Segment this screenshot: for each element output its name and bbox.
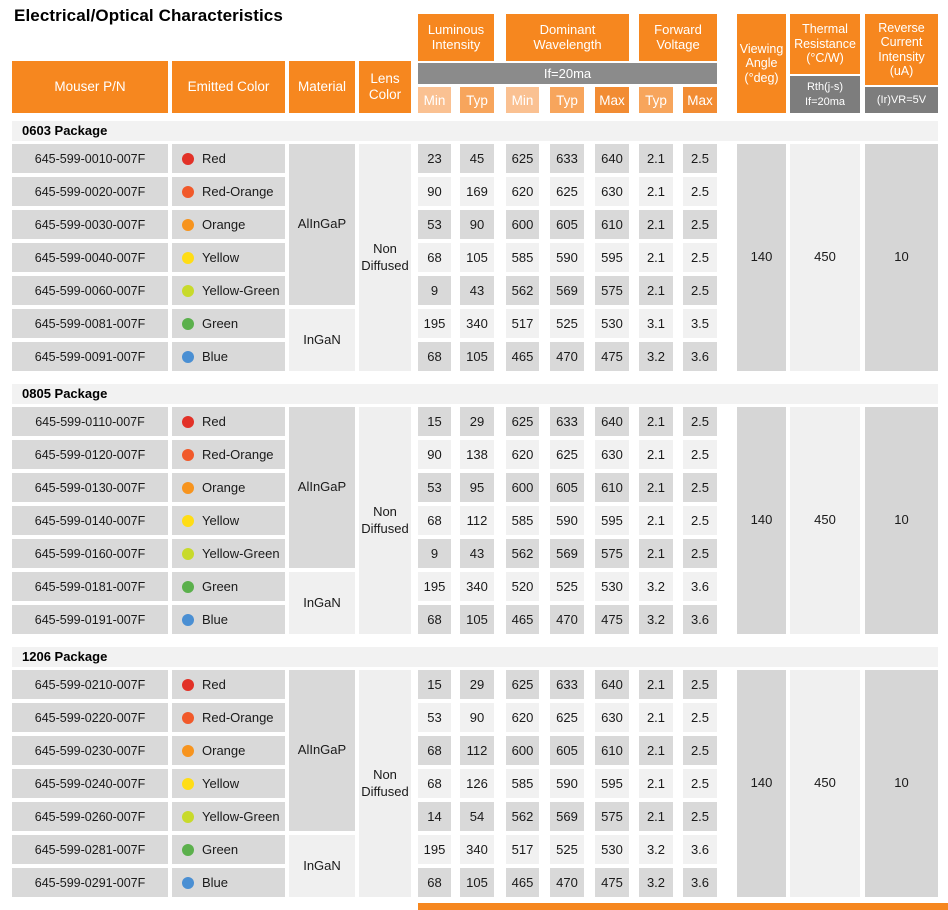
value-cell: 68 xyxy=(418,868,451,897)
subcol-dw-typ: Typ xyxy=(550,87,584,113)
thermal-resistance-cell: 450 xyxy=(790,670,860,897)
value-cell: 625 xyxy=(506,144,539,173)
color-dot-icon xyxy=(182,679,194,691)
value-cell: 625 xyxy=(550,703,584,732)
value-cell: 2.5 xyxy=(683,506,717,535)
subcol-li-min: Min xyxy=(418,87,451,113)
color-dot-icon xyxy=(182,153,194,165)
part-number-cell: 645-599-0220-007F xyxy=(12,703,168,732)
color-dot-icon xyxy=(182,219,194,231)
value-cell: 2.5 xyxy=(683,177,717,206)
value-cell: 590 xyxy=(550,769,584,798)
color-dot-icon xyxy=(182,186,194,198)
subcol-fv-max: Max xyxy=(683,87,717,113)
value-cell: 68 xyxy=(418,506,451,535)
value-cell: 29 xyxy=(460,670,494,699)
reverse-current-cell: 10 xyxy=(865,407,938,634)
value-cell: 2.5 xyxy=(683,243,717,272)
value-cell: 475 xyxy=(595,605,629,634)
emitted-color-label: Blue xyxy=(202,875,229,890)
value-cell: 595 xyxy=(595,243,629,272)
value-cell: 595 xyxy=(595,769,629,798)
value-cell: 340 xyxy=(460,835,494,864)
value-cell: 600 xyxy=(506,736,539,765)
value-cell: 2.1 xyxy=(639,440,673,469)
value-cell: 2.5 xyxy=(683,210,717,239)
value-cell: 68 xyxy=(418,736,451,765)
value-cell: 620 xyxy=(506,703,539,732)
reverse-current-cell: 10 xyxy=(865,144,938,371)
value-cell: 3.2 xyxy=(639,572,673,601)
value-cell: 585 xyxy=(506,769,539,798)
emitted-color-label: Red-Orange xyxy=(202,184,274,199)
value-cell: 23 xyxy=(418,144,451,173)
subcol-dw-max: Max xyxy=(595,87,629,113)
value-cell: 630 xyxy=(595,703,629,732)
value-cell: 3.2 xyxy=(639,835,673,864)
value-cell: 3.6 xyxy=(683,605,717,634)
emitted-color-label: Yellow-Green xyxy=(202,546,280,561)
value-cell: 2.1 xyxy=(639,769,673,798)
value-cell: 610 xyxy=(595,736,629,765)
value-cell: 465 xyxy=(506,342,539,371)
part-number-cell: 645-599-0110-007F xyxy=(12,407,168,436)
part-number-cell: 645-599-0291-007F xyxy=(12,868,168,897)
value-cell: 525 xyxy=(550,572,584,601)
color-dot-icon xyxy=(182,811,194,823)
value-cell: 530 xyxy=(595,572,629,601)
value-cell: 2.1 xyxy=(639,736,673,765)
value-cell: 2.5 xyxy=(683,407,717,436)
emitted-color-cell xyxy=(172,177,285,206)
value-cell: 562 xyxy=(506,276,539,305)
value-cell: 2.1 xyxy=(639,802,673,831)
value-cell: 575 xyxy=(595,539,629,568)
value-cell: 9 xyxy=(418,276,451,305)
value-cell: 530 xyxy=(595,835,629,864)
value-cell: 90 xyxy=(460,210,494,239)
emitted-color-label: Yellow xyxy=(202,513,240,528)
value-cell: 195 xyxy=(418,309,451,338)
emitted-color-cell xyxy=(172,736,285,765)
color-dot-icon xyxy=(182,449,194,461)
value-cell: 640 xyxy=(595,670,629,699)
reverse-current-condition: (Ir)VR=5V xyxy=(865,87,938,113)
col-header-lens-color: Lens Color xyxy=(359,61,411,113)
color-dot-icon xyxy=(182,745,194,757)
subcol-li-typ: Typ xyxy=(460,87,494,113)
value-cell: 3.6 xyxy=(683,835,717,864)
value-cell: 90 xyxy=(418,440,451,469)
part-number-cell: 645-599-0140-007F xyxy=(12,506,168,535)
value-cell: 112 xyxy=(460,506,494,535)
value-cell: 470 xyxy=(550,605,584,634)
emitted-color-cell xyxy=(172,309,285,338)
emitted-color-cell xyxy=(172,605,285,634)
emitted-color-cell xyxy=(172,539,285,568)
value-cell: 630 xyxy=(595,440,629,469)
next-table-edge-strip xyxy=(418,903,948,910)
value-cell: 2.1 xyxy=(639,243,673,272)
emitted-color-cell xyxy=(172,703,285,732)
color-dot-icon xyxy=(182,252,194,264)
value-cell: 575 xyxy=(595,276,629,305)
reverse-current-cell: 10 xyxy=(865,670,938,897)
value-cell: 2.5 xyxy=(683,276,717,305)
part-number-cell: 645-599-0191-007F xyxy=(12,605,168,634)
value-cell: 95 xyxy=(460,473,494,502)
value-cell: 126 xyxy=(460,769,494,798)
value-cell: 2.1 xyxy=(639,276,673,305)
part-number-cell: 645-599-0040-007F xyxy=(12,243,168,272)
color-dot-icon xyxy=(182,581,194,593)
part-number-cell: 645-599-0210-007F xyxy=(12,670,168,699)
value-cell: 53 xyxy=(418,473,451,502)
value-cell: 630 xyxy=(595,177,629,206)
value-cell: 600 xyxy=(506,210,539,239)
color-dot-icon xyxy=(182,844,194,856)
emitted-color-label: Orange xyxy=(202,743,246,758)
value-cell: 340 xyxy=(460,572,494,601)
value-cell: 90 xyxy=(418,177,451,206)
value-cell: 640 xyxy=(595,407,629,436)
value-cell: 610 xyxy=(595,473,629,502)
value-cell: 517 xyxy=(506,309,539,338)
subcol-fv-typ: Typ xyxy=(639,87,673,113)
color-dot-icon xyxy=(182,515,194,527)
value-cell: 2.5 xyxy=(683,473,717,502)
emitted-color-cell xyxy=(172,144,285,173)
emitted-color-cell xyxy=(172,440,285,469)
thermal-resistance-cell: 450 xyxy=(790,407,860,634)
part-number-cell: 645-599-0060-007F xyxy=(12,276,168,305)
part-number-cell: 645-599-0281-007F xyxy=(12,835,168,864)
value-cell: 620 xyxy=(506,440,539,469)
value-cell: 633 xyxy=(550,144,584,173)
col-group-dominant-wavelength: Dominant Wavelength xyxy=(506,14,629,61)
part-number-cell: 645-599-0130-007F xyxy=(12,473,168,502)
value-cell: 45 xyxy=(460,144,494,173)
value-cell: 340 xyxy=(460,309,494,338)
value-cell: 600 xyxy=(506,473,539,502)
value-cell: 562 xyxy=(506,539,539,568)
part-number-cell: 645-599-0020-007F xyxy=(12,177,168,206)
value-cell: 2.1 xyxy=(639,177,673,206)
emitted-color-label: Red xyxy=(202,151,226,166)
material-cell: InGaN xyxy=(289,309,355,371)
material-cell: AlInGaP xyxy=(289,144,355,305)
value-cell: 595 xyxy=(595,506,629,535)
subcol-dw-min: Min xyxy=(506,87,539,113)
emitted-color-cell xyxy=(172,342,285,371)
value-cell: 9 xyxy=(418,539,451,568)
emitted-color-cell xyxy=(172,276,285,305)
material-cell: AlInGaP xyxy=(289,407,355,568)
value-cell: 2.5 xyxy=(683,144,717,173)
value-cell: 585 xyxy=(506,506,539,535)
value-cell: 3.6 xyxy=(683,868,717,897)
color-dot-icon xyxy=(182,778,194,790)
viewing-angle-cell: 140 xyxy=(737,407,786,634)
emitted-color-label: Yellow-Green xyxy=(202,809,280,824)
value-cell: 569 xyxy=(550,802,584,831)
value-cell: 3.2 xyxy=(639,605,673,634)
viewing-angle-cell: 140 xyxy=(737,670,786,897)
value-cell: 3.6 xyxy=(683,572,717,601)
emitted-color-label: Red xyxy=(202,414,226,429)
col-header-viewing-angle: Viewing Angle (°deg) xyxy=(737,14,786,113)
value-cell: 2.5 xyxy=(683,802,717,831)
material-cell: InGaN xyxy=(289,835,355,897)
thermal-resistance-cell: 450 xyxy=(790,144,860,371)
color-dot-icon xyxy=(182,877,194,889)
value-cell: 54 xyxy=(460,802,494,831)
value-cell: 68 xyxy=(418,605,451,634)
value-cell: 605 xyxy=(550,210,584,239)
value-cell: 525 xyxy=(550,835,584,864)
value-cell: 633 xyxy=(550,670,584,699)
col-group-luminous-intensity: Luminous Intensity xyxy=(418,14,494,61)
value-cell: 517 xyxy=(506,835,539,864)
value-cell: 530 xyxy=(595,309,629,338)
value-cell: 475 xyxy=(595,342,629,371)
value-cell: 105 xyxy=(460,342,494,371)
value-cell: 43 xyxy=(460,276,494,305)
value-cell: 475 xyxy=(595,868,629,897)
emitted-color-label: Orange xyxy=(202,480,246,495)
thermal-resistance-condition: Rth(j-s) If=20ma xyxy=(790,76,860,113)
value-cell: 68 xyxy=(418,769,451,798)
value-cell: 53 xyxy=(418,703,451,732)
section-header: 1206 Package xyxy=(12,647,938,667)
emitted-color-cell xyxy=(172,473,285,502)
emitted-color-cell xyxy=(172,670,285,699)
value-cell: 620 xyxy=(506,177,539,206)
value-cell: 29 xyxy=(460,407,494,436)
color-dot-icon xyxy=(182,318,194,330)
emitted-color-cell xyxy=(172,506,285,535)
value-cell: 105 xyxy=(460,868,494,897)
col-header-mouser-pn: Mouser P/N xyxy=(12,61,168,113)
value-cell: 633 xyxy=(550,407,584,436)
emitted-color-label: Orange xyxy=(202,217,246,232)
value-cell: 195 xyxy=(418,835,451,864)
emitted-color-cell xyxy=(172,572,285,601)
value-cell: 605 xyxy=(550,473,584,502)
value-cell: 2.1 xyxy=(639,670,673,699)
emitted-color-label: Yellow xyxy=(202,776,240,791)
emitted-color-label: Red-Orange xyxy=(202,447,274,462)
lens-color-cell: Non Diffused xyxy=(359,670,411,897)
part-number-cell: 645-599-0181-007F xyxy=(12,572,168,601)
value-cell: 3.2 xyxy=(639,342,673,371)
value-cell: 610 xyxy=(595,210,629,239)
emitted-color-label: Red xyxy=(202,677,226,692)
section-header: 0805 Package xyxy=(12,384,938,404)
material-cell: InGaN xyxy=(289,572,355,634)
value-cell: 3.5 xyxy=(683,309,717,338)
col-header-material: Material xyxy=(289,61,355,113)
col-header-emitted-color: Emitted Color xyxy=(172,61,285,113)
value-cell: 640 xyxy=(595,144,629,173)
color-dot-icon xyxy=(182,285,194,297)
emitted-color-label: Green xyxy=(202,579,239,594)
emitted-color-cell xyxy=(172,243,285,272)
value-cell: 2.1 xyxy=(639,144,673,173)
part-number-cell: 645-599-0240-007F xyxy=(12,769,168,798)
part-number-cell: 645-599-0260-007F xyxy=(12,802,168,831)
emitted-color-label: Green xyxy=(202,842,239,857)
emitted-color-cell xyxy=(172,210,285,239)
material-cell: AlInGaP xyxy=(289,670,355,831)
value-cell: 3.1 xyxy=(639,309,673,338)
emitted-color-cell xyxy=(172,769,285,798)
part-number-cell: 645-599-0081-007F xyxy=(12,309,168,338)
value-cell: 569 xyxy=(550,539,584,568)
value-cell: 138 xyxy=(460,440,494,469)
value-cell: 465 xyxy=(506,605,539,634)
color-dot-icon xyxy=(182,614,194,626)
value-cell: 15 xyxy=(418,670,451,699)
value-cell: 14 xyxy=(418,802,451,831)
value-cell: 2.1 xyxy=(639,210,673,239)
emitted-color-label: Red-Orange xyxy=(202,710,274,725)
part-number-cell: 645-599-0160-007F xyxy=(12,539,168,568)
color-dot-icon xyxy=(182,548,194,560)
col-header-thermal-resistance: Thermal Resistance (°C/W) xyxy=(790,14,860,74)
lens-color-cell: Non Diffused xyxy=(359,407,411,634)
emitted-color-cell xyxy=(172,868,285,897)
value-cell: 53 xyxy=(418,210,451,239)
value-cell: 2.5 xyxy=(683,440,717,469)
value-cell: 2.1 xyxy=(639,473,673,502)
value-cell: 2.5 xyxy=(683,736,717,765)
section-header: 0603 Package xyxy=(12,121,938,141)
emitted-color-label: Blue xyxy=(202,612,229,627)
page-title: Electrical/Optical Characteristics xyxy=(14,6,283,25)
color-dot-icon xyxy=(182,482,194,494)
value-cell: 520 xyxy=(506,572,539,601)
color-dot-icon xyxy=(182,351,194,363)
value-cell: 625 xyxy=(506,670,539,699)
value-cell: 470 xyxy=(550,342,584,371)
value-cell: 3.6 xyxy=(683,342,717,371)
value-cell: 68 xyxy=(418,243,451,272)
col-header-reverse-current: Reverse Current Intensity (uA) xyxy=(865,14,938,85)
value-cell: 562 xyxy=(506,802,539,831)
col-group-forward-voltage: Forward Voltage xyxy=(639,14,717,61)
value-cell: 105 xyxy=(460,605,494,634)
value-cell: 3.2 xyxy=(639,868,673,897)
part-number-cell: 645-599-0010-007F xyxy=(12,144,168,173)
value-cell: 169 xyxy=(460,177,494,206)
value-cell: 68 xyxy=(418,342,451,371)
value-cell: 2.5 xyxy=(683,670,717,699)
value-cell: 2.1 xyxy=(639,703,673,732)
emitted-color-cell xyxy=(172,835,285,864)
value-cell: 569 xyxy=(550,276,584,305)
value-cell: 15 xyxy=(418,407,451,436)
part-number-cell: 645-599-0230-007F xyxy=(12,736,168,765)
emitted-color-label: Yellow-Green xyxy=(202,283,280,298)
emitted-color-label: Green xyxy=(202,316,239,331)
value-cell: 625 xyxy=(550,177,584,206)
value-cell: 105 xyxy=(460,243,494,272)
value-cell: 2.5 xyxy=(683,769,717,798)
viewing-angle-cell: 140 xyxy=(737,144,786,371)
value-cell: 90 xyxy=(460,703,494,732)
value-cell: 625 xyxy=(550,440,584,469)
value-cell: 43 xyxy=(460,539,494,568)
value-cell: 525 xyxy=(550,309,584,338)
value-cell: 605 xyxy=(550,736,584,765)
value-cell: 112 xyxy=(460,736,494,765)
value-cell: 2.5 xyxy=(683,539,717,568)
value-cell: 2.1 xyxy=(639,407,673,436)
value-cell: 575 xyxy=(595,802,629,831)
value-cell: 585 xyxy=(506,243,539,272)
part-number-cell: 645-599-0030-007F xyxy=(12,210,168,239)
emitted-color-label: Blue xyxy=(202,349,229,364)
value-cell: 590 xyxy=(550,243,584,272)
value-cell: 470 xyxy=(550,868,584,897)
value-cell: 625 xyxy=(506,407,539,436)
value-cell: 195 xyxy=(418,572,451,601)
value-cell: 590 xyxy=(550,506,584,535)
emitted-color-label: Yellow xyxy=(202,250,240,265)
value-cell: 2.1 xyxy=(639,539,673,568)
emitted-color-cell xyxy=(172,802,285,831)
value-cell: 465 xyxy=(506,868,539,897)
color-dot-icon xyxy=(182,416,194,428)
part-number-cell: 645-599-0120-007F xyxy=(12,440,168,469)
lens-color-cell: Non Diffused xyxy=(359,144,411,371)
part-number-cell: 645-599-0091-007F xyxy=(12,342,168,371)
value-cell: 2.1 xyxy=(639,506,673,535)
emitted-color-cell xyxy=(172,407,285,436)
if-condition-bar: If=20ma xyxy=(418,63,717,84)
color-dot-icon xyxy=(182,712,194,724)
value-cell: 2.5 xyxy=(683,703,717,732)
